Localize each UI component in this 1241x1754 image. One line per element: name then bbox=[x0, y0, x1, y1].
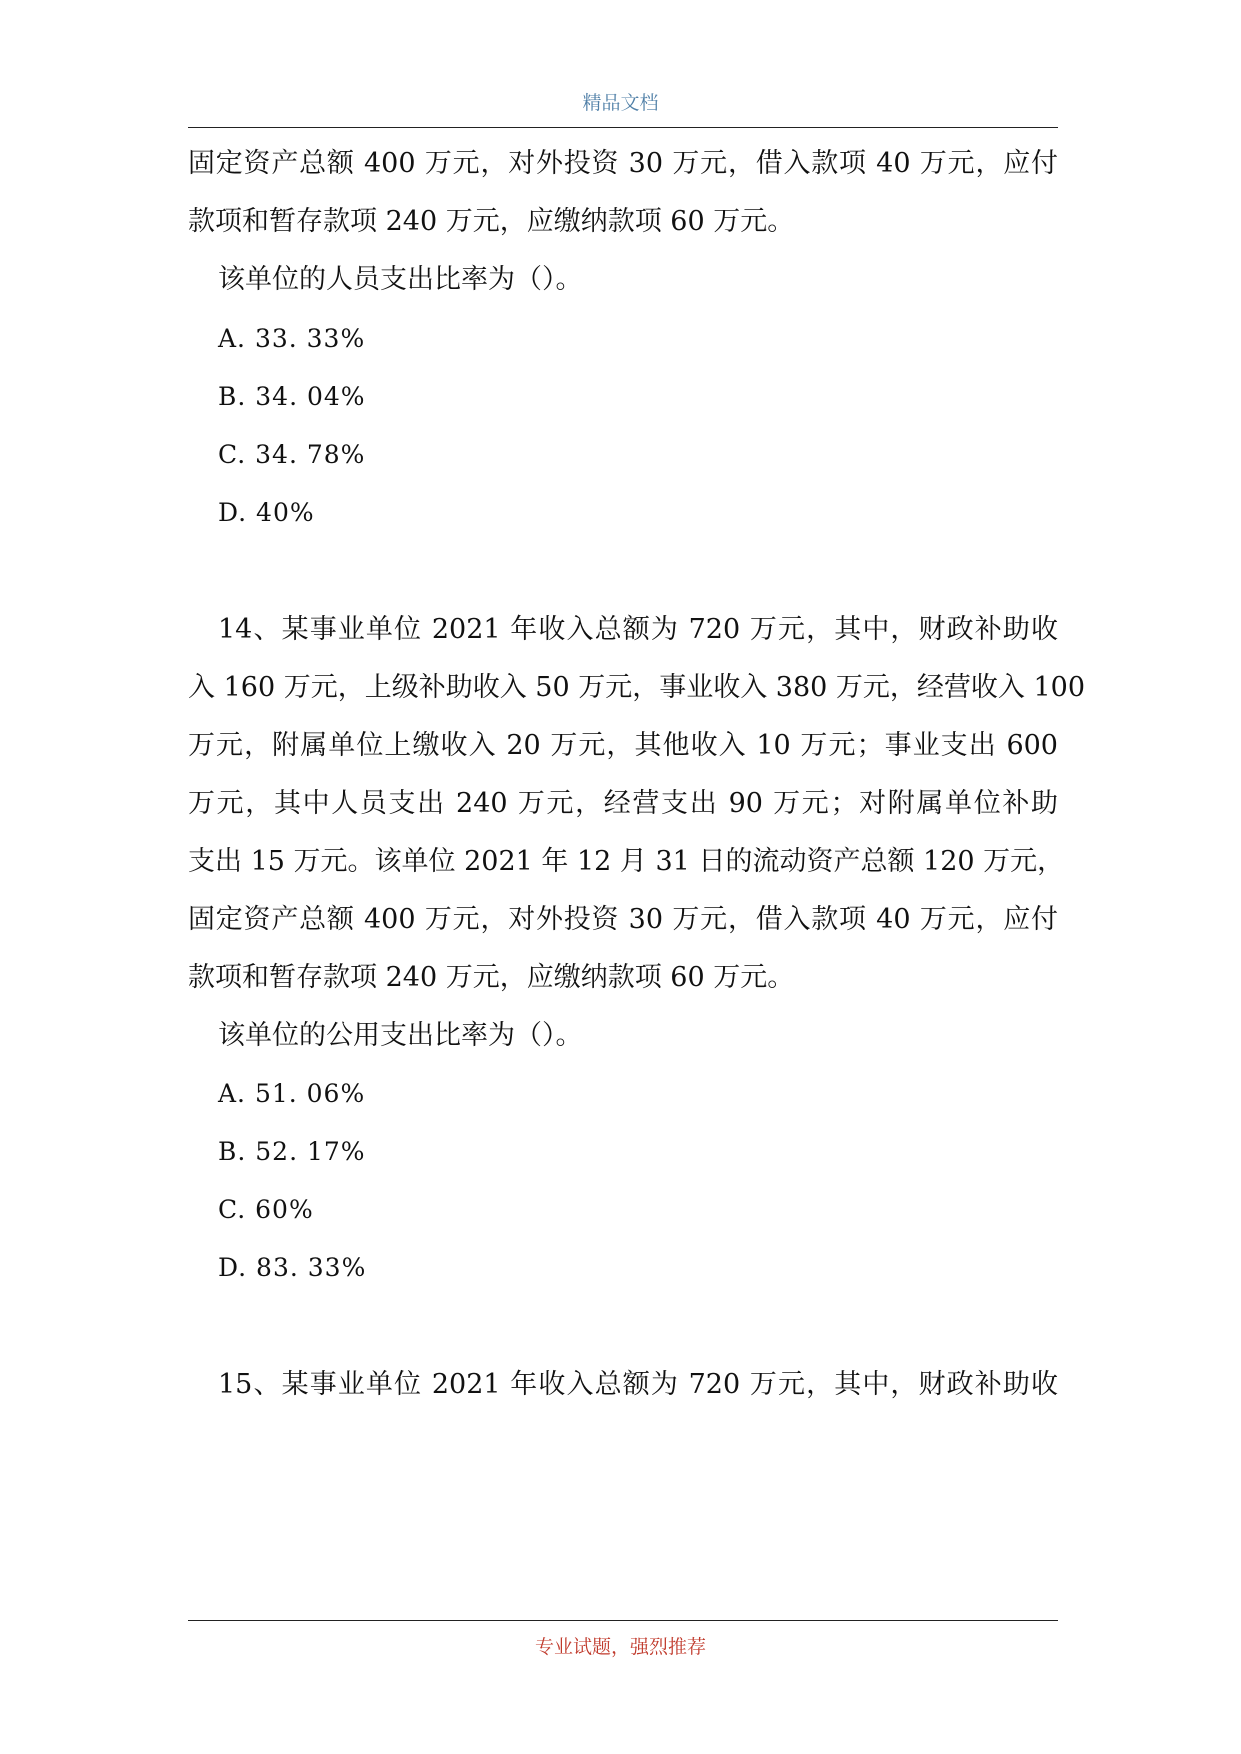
footer-title: 专业试题，强烈推荐 bbox=[534, 1636, 706, 1658]
header-rule bbox=[188, 127, 1058, 128]
question14-line-4: 万元，其中人员支出 240 万元，经营支出 90 万元；对附属单位补助 bbox=[188, 788, 1058, 819]
question13-option-d: D. 40% bbox=[218, 498, 315, 527]
question14-prompt: 该单位的公用支出比率为（）。 bbox=[218, 1020, 583, 1051]
question14-line-3: 万元，附属单位上缴收入 20 万元，其他收入 10 万元；事业支出 600 bbox=[188, 730, 1058, 761]
footer-rule bbox=[188, 1620, 1058, 1621]
question14-line-5: 支出 15 万元。该单位 2021 年 12 月 31 日的流动资产总额 120 万元， bbox=[188, 846, 1065, 877]
question14-line-6: 固定资产总额 400 万元，对外投资 30 万元，借入款项 40 万元，应付 bbox=[188, 904, 1058, 935]
question14-line-1: 14、某事业单位 2021 年收入总额为 720 万元，其中，财政补助收 bbox=[218, 614, 1058, 645]
header-title: 精品文档 bbox=[582, 92, 659, 114]
question13-option-b: B. 34. 04% bbox=[218, 382, 366, 411]
intro-line-1: 固定资产总额 400 万元，对外投资 30 万元，借入款项 40 万元，应付 bbox=[188, 148, 1058, 179]
question14-line-7: 款项和暂存款项 240 万元，应缴纳款项 60 万元。 bbox=[188, 962, 795, 993]
question14-option-c: C. 60% bbox=[218, 1195, 314, 1224]
question14-option-a: A. 51. 06% bbox=[218, 1079, 366, 1108]
question13-option-c: C. 34. 78% bbox=[218, 440, 366, 469]
question13-option-a: A. 33. 33% bbox=[218, 324, 366, 353]
question14-option-b: B. 52. 17% bbox=[218, 1137, 366, 1166]
question13-prompt: 该单位的人员支出比率为（）。 bbox=[218, 264, 583, 295]
question15-line-1: 15、某事业单位 2021 年收入总额为 720 万元，其中，财政补助收 bbox=[218, 1369, 1058, 1400]
question14-option-d: D. 83. 33% bbox=[218, 1253, 367, 1282]
intro-line-2: 款项和暂存款项 240 万元，应缴纳款项 60 万元。 bbox=[188, 206, 795, 237]
question14-line-2: 入 160 万元，上级补助收入 50 万元，事业收入 380 万元，经营收入 100 bbox=[188, 672, 1086, 703]
